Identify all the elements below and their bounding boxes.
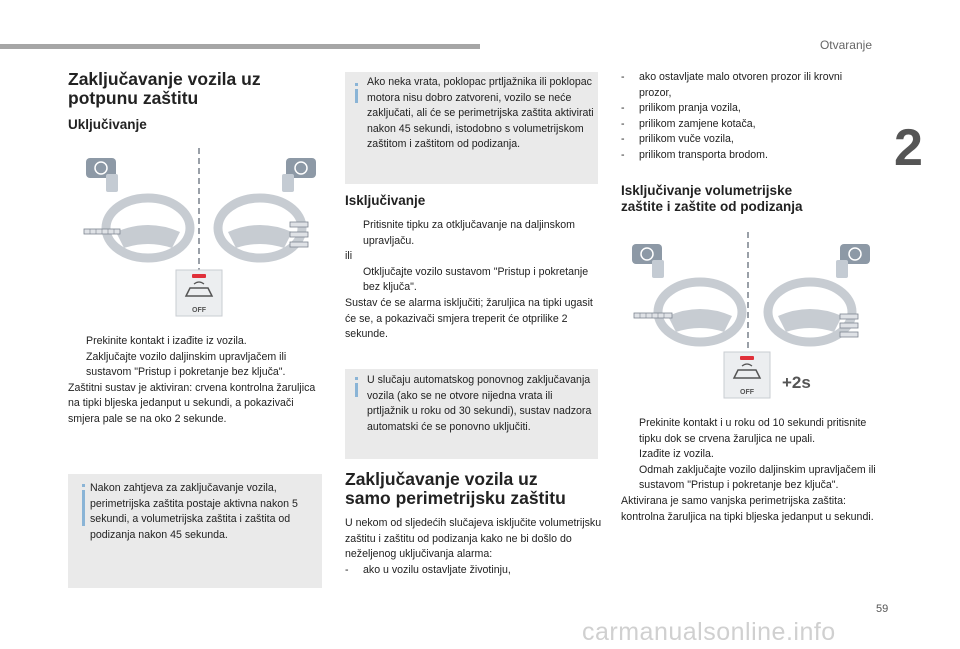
control-strip-left [634, 313, 672, 318]
title-line-2: potpunu zaštitu [68, 88, 199, 108]
perimeter-result: Aktivirana je samo vanjska perimetrijska zaštita: kontrolna žaruljica na tipki bljeska jedanput u sekundi. [621, 494, 874, 523]
list-item: Odmah zaključajte vozilo daljinskim upravljačem ili sustavom "Pristup i pokretanje bez ključa". [639, 463, 876, 492]
title-line-2: zaštite i zaštite od podizanja [621, 199, 803, 214]
subtitle-activation: Uključivanje [68, 117, 147, 132]
list-item: Izađite iz vozila. [639, 448, 714, 461]
list-item: - prilikom zamjene kotača, [621, 117, 756, 130]
control-strip-right [840, 314, 858, 337]
figure-perimeter-only [620, 230, 880, 410]
list-item: - ako ostavljate malo otvoren prozor ili krovni prozor, [621, 71, 843, 99]
hand-key-icon [86, 158, 118, 192]
info-icon [82, 484, 85, 487]
section-title-deactivate-volumetric [621, 183, 881, 215]
perimeter-intro: U nekom od sljedećih slučajeva isključite volumetrijsku zaštitu i zaštitu od podizanja kako ne bi došlo do neželjenog uključivanja alarma: - ako u vozilu ostavljate životinju, [345, 516, 603, 578]
steering-wheel-icon-right [218, 198, 302, 258]
footer-watermark: carmanualsonline.info [582, 618, 836, 646]
activation-steps [68, 334, 324, 428]
list-item: - prilikom vuče vozila, [621, 133, 734, 146]
hand-key-icon-right [836, 244, 870, 278]
section-title-perimeter [345, 470, 605, 508]
or-text: ili [345, 250, 353, 263]
control-strip-right [290, 222, 308, 247]
info-box-doors: Ako neka vrata, poklopac prtljažnika ili poklopac motora nisu dobro zatvoreni, vozilo se neće zaključati, ali će se perimetrijska zaštita aktivirati nakon 45 sekundi, istodobno s volumetrijskom zaštitom i zaštitom od podizanja. [345, 72, 598, 184]
list-item: Prekinite kontakt i u roku od 10 sekundi pritisnite tipku dok se crvena žaruljica ne upali. [639, 417, 867, 445]
title-line-1: Zaključavanje vozila uz [345, 469, 538, 489]
hold-duration-label: +2s [782, 373, 811, 392]
info-icon [355, 377, 358, 380]
title-line-2: samo perimetrijsku zaštitu [345, 488, 566, 508]
chapter-title: Otvaranje [819, 38, 872, 52]
steering-wheel-icon-right [768, 282, 852, 342]
title-line-1: Isključivanje volumetrijske [621, 183, 793, 198]
perimeter-cases [621, 70, 877, 164]
list-item: Zaključajte vozilo daljinskim upravljačem ili sustavom "Pristup i pokretanje bez ključa". [86, 350, 287, 379]
subtitle-deactivation: Isključivanje [345, 193, 426, 208]
steering-wheel-icon [106, 198, 190, 258]
list-item: Prekinite kontakt i izađite iz vozila. [86, 335, 247, 347]
list-item: Otključajte vozilo sustavom "Pristup i pokretanje bez ključa". [363, 265, 589, 294]
hand-key-icon [632, 244, 664, 278]
hand-key-icon-right [282, 158, 316, 192]
steering-wheel-icon [658, 282, 742, 342]
list-item: Pritisnite tipku za otključavanje na daljinskom upravljaču. [363, 219, 575, 247]
header-rule [0, 44, 480, 49]
deactivation-steps [345, 218, 603, 343]
activation-result: Zaštitni sustav je aktiviran: crvena kontrolna žaruljica na tipki bljeska jedanput u sekundi, a pokazivači smjera pale se na oko 2 sekunde. [68, 381, 316, 425]
page-number: 59 [876, 603, 889, 615]
info-icon [355, 83, 358, 86]
chapter-number: 2 [894, 119, 923, 177]
figure-full-protection [68, 140, 328, 330]
control-strip-left [84, 229, 120, 234]
list-item: - prilikom pranja vozila, [621, 102, 741, 115]
list-item: - prilikom transporta brodom. [621, 148, 768, 161]
list-item: - ako u vozilu ostavljate životinju, [345, 563, 511, 576]
title-line-1: Zaključavanje vozila uz [68, 69, 261, 89]
deactivate-volumetric-steps [621, 416, 877, 525]
section-title-full-protection [68, 70, 318, 108]
off-label: OFF [192, 307, 206, 314]
info-box-relock: U slučaju automatskog ponovnog zaključavanja vozila (ako se ne otvore nijedna vrata ili prtljažnik u roku od 30 sekundi), sustav nadzora automatski će se ponovno uključiti. [345, 369, 598, 459]
info-box-delay: Nakon zahtjeva za zaključavanje vozila, perimetrijska zaštita postaje aktivna nakon 5 sekundi, a volumetrijska zaštita i zaštita od podizanja nakon 45 sekunda. [68, 474, 322, 588]
off-label: OFF [740, 389, 754, 396]
deactivation-result: Sustav će se alarma isključiti; žaruljica na tipki ugasit će se, a pokazivači smjera treperit će otprilike 2 sekunde. [345, 296, 593, 341]
